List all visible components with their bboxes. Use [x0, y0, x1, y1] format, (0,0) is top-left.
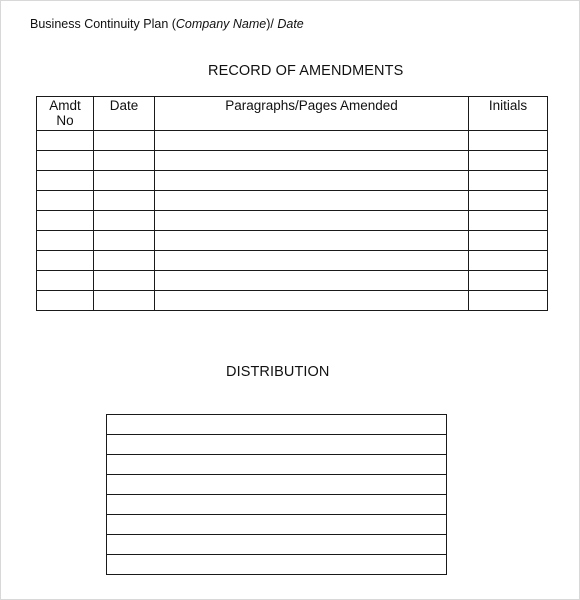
header-date: Date [277, 17, 304, 31]
date-cell [94, 231, 155, 251]
distribution-row [107, 435, 447, 455]
paragraphs-cell [155, 191, 469, 211]
paragraphs-cell [155, 131, 469, 151]
amdt-no-cell [37, 251, 94, 271]
distribution-row [107, 415, 447, 435]
amdt-no-cell [37, 131, 94, 151]
amendment-row [37, 191, 548, 211]
distribution-body [107, 415, 447, 575]
date-cell [94, 251, 155, 271]
amendments-title: RECORD OF AMENDMENTS [208, 63, 404, 79]
distribution-cell [107, 415, 447, 435]
amendment-row [37, 271, 548, 291]
distribution-row [107, 495, 447, 515]
date-cell [94, 151, 155, 171]
paragraphs-cell [155, 231, 469, 251]
amendment-row [37, 251, 548, 271]
amdt-no-cell [37, 231, 94, 251]
distribution-cell [107, 495, 447, 515]
date-cell [94, 191, 155, 211]
distribution-cell [107, 455, 447, 475]
distribution-cell [107, 515, 447, 535]
distribution-cell [107, 535, 447, 555]
distribution-row [107, 535, 447, 555]
distribution-cell [107, 555, 447, 575]
date-cell [94, 271, 155, 291]
amendment-row [37, 151, 548, 171]
date-cell [94, 211, 155, 231]
initials-cell [469, 271, 548, 291]
distribution-row [107, 475, 447, 495]
amendment-row [37, 171, 548, 191]
header-separator: )/ [266, 17, 278, 31]
date-cell [94, 171, 155, 191]
amendments-table [36, 96, 548, 311]
amdt-no-cell [37, 171, 94, 191]
header-company-name: Company Name [175, 17, 267, 31]
document-header [30, 17, 304, 31]
column-header-initials: Initials [469, 97, 548, 131]
column-header-amdt-no: Amdt No [37, 97, 94, 131]
paragraphs-cell [155, 211, 469, 231]
amdt-no-cell [37, 211, 94, 231]
amdt-no-cell [37, 151, 94, 171]
amendment-row [37, 131, 548, 151]
distribution-title: DISTRIBUTION [226, 364, 330, 380]
amendment-row [37, 211, 548, 231]
paragraphs-cell [155, 271, 469, 291]
initials-cell [469, 131, 548, 151]
initials-cell [469, 211, 548, 231]
initials-cell [469, 171, 548, 191]
initials-cell [469, 291, 548, 311]
amendment-row [37, 291, 548, 311]
distribution-cell [107, 475, 447, 495]
initials-cell [469, 191, 548, 211]
paragraphs-cell [155, 171, 469, 191]
initials-cell [469, 231, 548, 251]
header-plan-name: Business Continuity Plan ( [30, 17, 176, 31]
amdt-no-cell [37, 271, 94, 291]
distribution-row [107, 515, 447, 535]
distribution-row [107, 455, 447, 475]
column-header-date: Date [94, 97, 155, 131]
amendment-row [37, 231, 548, 251]
date-cell [94, 291, 155, 311]
date-cell [94, 131, 155, 151]
paragraphs-cell [155, 251, 469, 271]
amendments-header-row [37, 97, 548, 131]
paragraphs-cell [155, 151, 469, 171]
initials-cell [469, 151, 548, 171]
amdt-no-cell [37, 191, 94, 211]
paragraphs-cell [155, 291, 469, 311]
distribution-cell [107, 435, 447, 455]
distribution-table [106, 414, 447, 575]
initials-cell [469, 251, 548, 271]
amdt-no-cell [37, 291, 94, 311]
column-header-paragraphs-amended: Paragraphs/Pages Amended [155, 97, 469, 131]
distribution-row [107, 555, 447, 575]
amendments-body [37, 131, 548, 311]
